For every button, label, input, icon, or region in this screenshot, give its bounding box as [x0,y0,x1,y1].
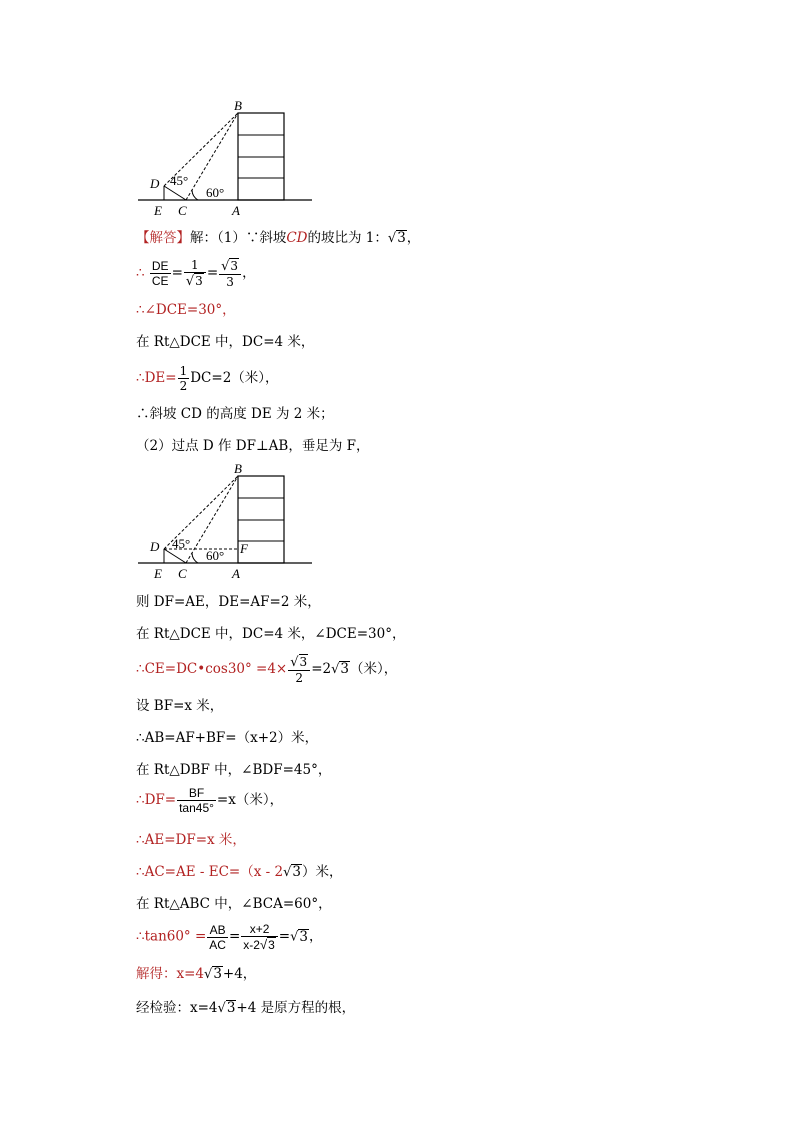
figure-1 [130,95,320,225]
line-19: 解得：x=4√3+4， [136,966,257,982]
line-1: 【解答】解：（1）∵斜坡CD的坡比为 1：√3， [136,230,421,246]
label-45-2: 45° [172,536,191,551]
label-60: 60° [206,185,225,200]
label-b2: B [234,461,242,476]
line-9: 在 Rt△DCE 中，DC=4 米，∠DCE=30°， [136,626,406,642]
line-16: ∴AC=AE - EC=（x - 2√3）米， [136,864,343,880]
label-a2: A [232,566,240,581]
line-10: ∴CE=DC•cos30° =4× $\frac{√3}{2}$ =2√3（米）， [136,655,398,685]
line-14: ∴DF= $\frac{BF}{\tan 45^\circ}$ =x（米）， [136,786,284,815]
label-b: B [234,98,242,113]
label-45: 45° [170,173,189,188]
label-60-2: 60° [206,548,225,563]
line-20: 经检验：x=4√3+4 是原方程的根， [136,1000,356,1016]
line-8: 则 DF=AE，DE=AF=2 米， [136,594,321,610]
line-11: 设 BF=x 米， [136,698,224,714]
label-e2: E [154,566,162,581]
label-d: D [150,176,160,191]
label-a: A [232,203,240,218]
line-7: （2）过点 D 作 DF⊥AB，垂足为 F， [136,438,370,454]
line-6: ∴斜坡 CD 的高度 DE 为 2 米； [136,406,334,422]
label-c: C [178,203,187,218]
line-12: ∴AB=AF+BF=（x+2）米， [136,730,319,746]
label-f: F [240,541,248,556]
line-2: ∴ $\frac{DE}{CE}$ = $\frac{1}{√3}$ = $\frac{√3}{3}$ ， [136,258,256,289]
answer-tag: 【解答】 [136,230,190,246]
line-13: 在 Rt△DBF 中，∠BDF=45°， [136,762,332,778]
label-d2: D [150,539,160,554]
line-5: ∴DE= $\frac{1}{2}$ DC=2（米）， [136,364,279,393]
figure-2 [130,458,320,588]
line-4: 在 Rt△DCE 中，DC=4 米， [136,334,315,350]
line-3: ∴∠DCE=30°， [136,302,236,318]
line-17: 在 Rt△ABC 中，∠BCA=60°， [136,896,332,912]
line-15: ∴AE=DF=x 米， [136,832,246,848]
label-c2: C [178,566,187,581]
label-e: E [154,203,162,218]
line-18: ∴tan60° = $\frac{AB}{AC}$ = $\frac{x+2}{x-2√3}$ =√3， [136,922,323,952]
